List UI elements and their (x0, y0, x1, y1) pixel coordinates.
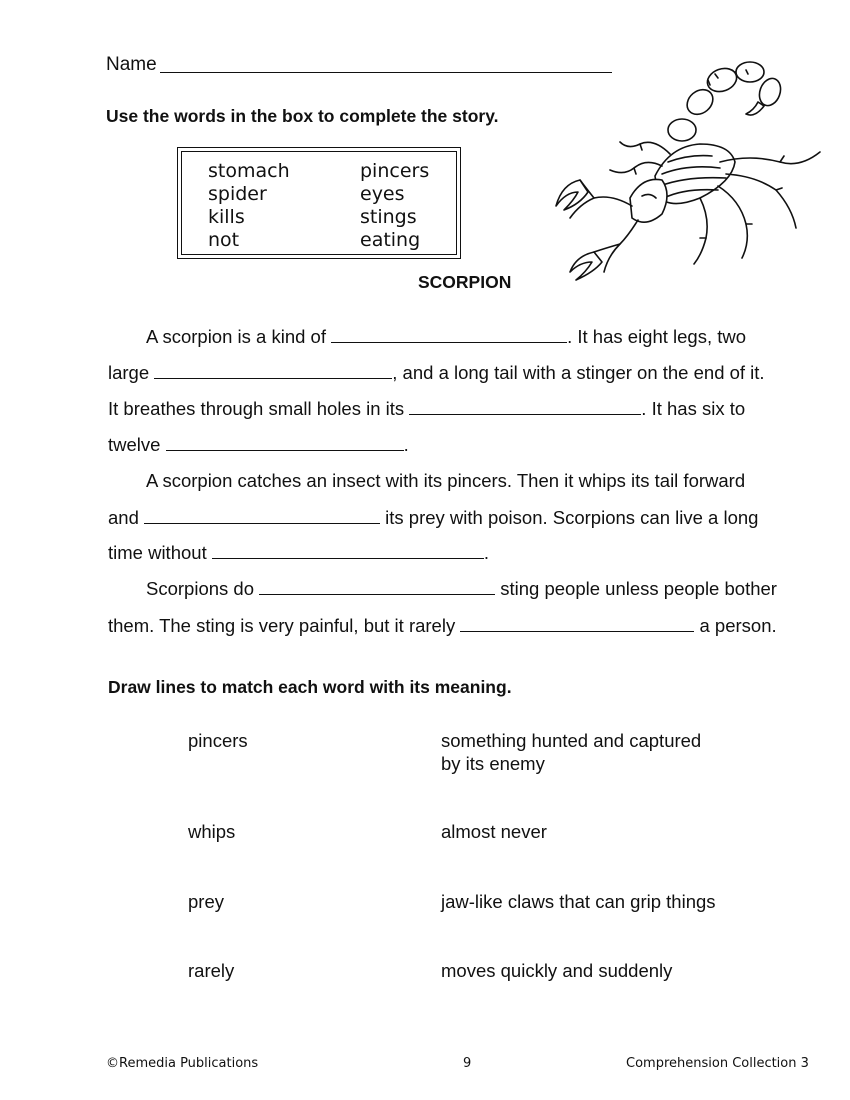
answer-blank-2[interactable] (154, 364, 392, 379)
name-input-line[interactable] (160, 72, 612, 73)
story-text: Scorpions do (146, 578, 254, 599)
word-box-word: stomach (208, 160, 290, 182)
story-text: It breathes through small holes in its (108, 398, 405, 419)
scorpion-icon (550, 58, 825, 293)
story-text: time without (108, 542, 207, 563)
story-text: large (108, 362, 150, 383)
story-line-7 (108, 542, 489, 564)
story-text: and (108, 507, 139, 528)
story-text: its prey with poison. Scorpions can live a long (385, 507, 759, 528)
name-label: Name (106, 54, 157, 75)
story-text: . It has six to (641, 398, 746, 419)
fill-in-instructions: Use the words in the box to complete the story. (106, 106, 499, 126)
story-text: . (483, 542, 489, 563)
story-text: . (403, 434, 409, 455)
word-box-word: eating (360, 229, 421, 251)
story-line-1 (146, 326, 746, 348)
story-line-3 (108, 398, 745, 420)
word-box (177, 147, 461, 259)
match-meaning[interactable]: jaw-like claws that can grip things (441, 891, 716, 912)
match-word[interactable]: prey (188, 891, 224, 912)
answer-blank-5[interactable] (144, 509, 380, 524)
word-box-word: spider (208, 183, 267, 205)
story-line-8 (146, 578, 777, 600)
answer-blank-3[interactable] (409, 400, 641, 415)
answer-blank-1[interactable] (331, 328, 567, 343)
footer-publisher: ©Remedia Publications (106, 1056, 259, 1071)
match-word[interactable]: rarely (188, 960, 235, 981)
story-line-4 (108, 434, 409, 456)
answer-blank-7[interactable] (259, 580, 495, 595)
story-text: , and a long tail with a stinger on the end of it. (392, 362, 765, 383)
story-title: SCORPION (418, 272, 512, 292)
story-line-6 (108, 507, 758, 529)
footer-collection: Comprehension Collection 3 (626, 1056, 809, 1071)
match-meaning[interactable]: something hunted and captured (441, 730, 702, 751)
story-text: A scorpion catches an insect with its pincers. Then it whips its tail forward (146, 470, 746, 491)
story-text: sting people unless people bother (500, 578, 777, 599)
match-meaning[interactable]: almost never (441, 821, 547, 842)
match-word[interactable]: pincers (188, 730, 248, 751)
story-text: . It has eight legs, two (567, 326, 747, 347)
story-text: A scorpion is a kind of (146, 326, 326, 347)
match-meaning[interactable]: moves quickly and suddenly (441, 960, 673, 981)
story-line-2 (108, 362, 765, 384)
footer-page-number: 9 (463, 1056, 472, 1071)
answer-blank-8[interactable] (460, 617, 694, 632)
story-text: twelve (108, 434, 161, 455)
match-word[interactable]: whips (188, 821, 236, 842)
story-text: them. The sting is very painful, but it rarely (108, 615, 456, 636)
matching-instructions: Draw lines to match each word with its meaning. (108, 677, 512, 697)
match-meaning-continued: by its enemy (441, 753, 545, 774)
story-text: a person. (699, 615, 777, 636)
story-line-9 (108, 615, 777, 637)
word-box-word: kills (208, 206, 245, 228)
story-line-5 (146, 470, 745, 492)
answer-blank-4[interactable] (166, 436, 404, 451)
word-box-word: stings (360, 206, 417, 228)
answer-blank-6[interactable] (212, 544, 484, 559)
word-box-word: pincers (360, 160, 430, 182)
word-box-word: not (208, 229, 240, 251)
word-box-word: eyes (360, 183, 405, 205)
